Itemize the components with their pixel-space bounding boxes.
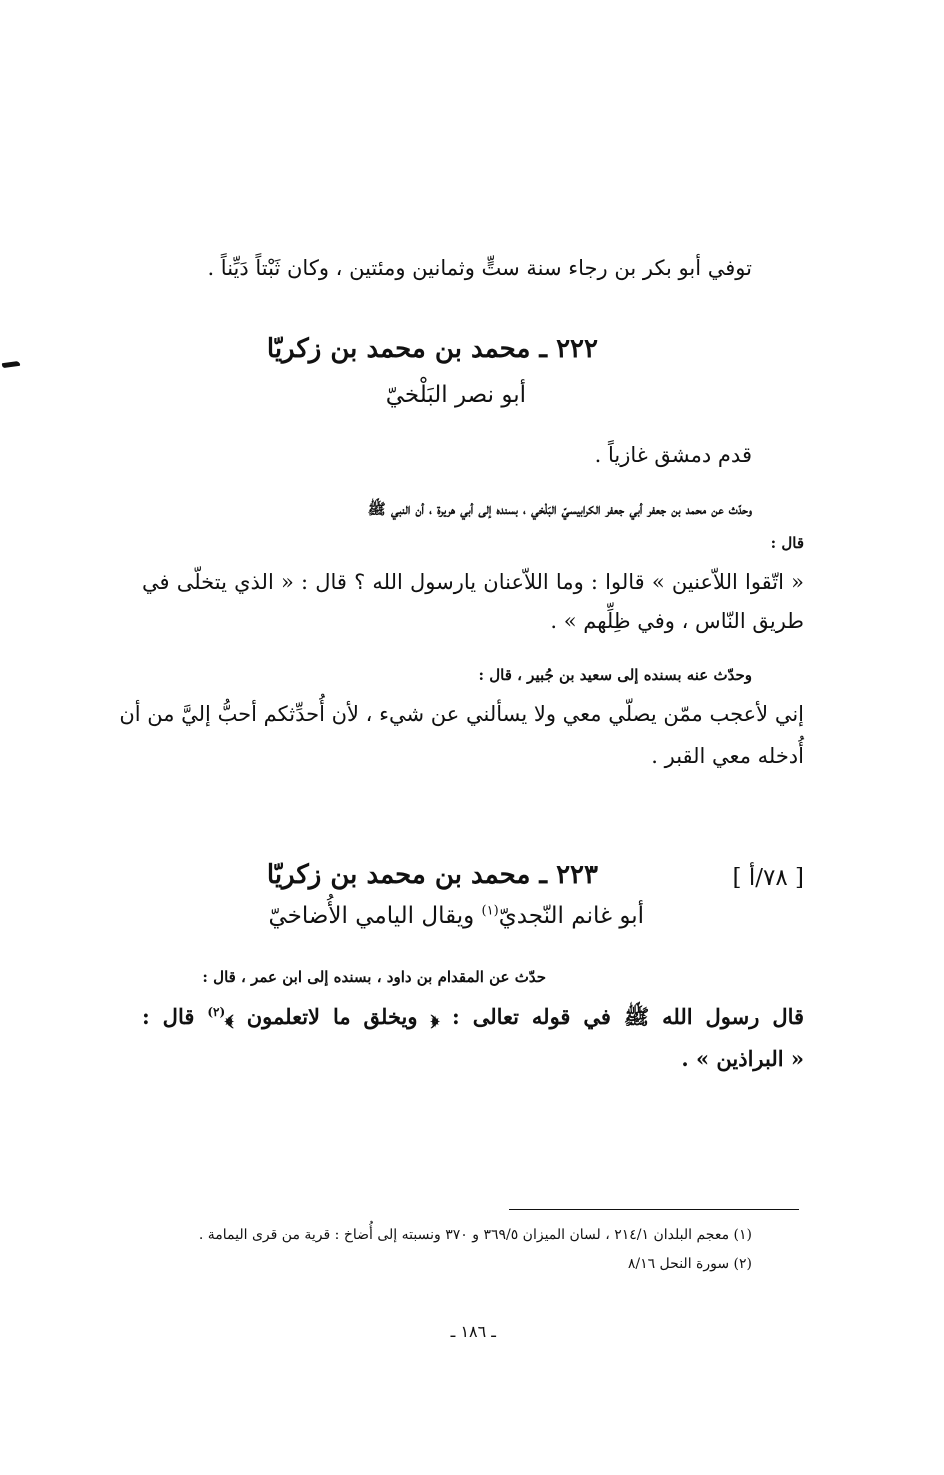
entry-223-kunya: أبو غانم النّجديّ <box>498 903 644 929</box>
scan-ink-mark <box>2 361 21 368</box>
entry-223-isnad: حدّث عن المقدام بن داود ، بسنده إلى ابن عمر ، قال : <box>202 968 546 986</box>
entry-222-isnad-2: وحدّث عنه بسنده إلى سعيد بن جُبير ، قال : <box>478 666 752 684</box>
footnote-marker-1: (١) <box>481 903 499 919</box>
footnote-marker-2: (٢) <box>207 1005 226 1019</box>
entry-222-kunya: أبو نصر البَلْخيّ <box>385 382 526 408</box>
page-number: ـ ١٨٦ ـ <box>450 1322 496 1341</box>
entry-223-kunya-line <box>268 903 644 929</box>
entry-222-saying-line-1: إني لأعجب ممّن يصلّي معي ولا يسألني عن شيء ، لأن أُحدِّثكم أحبُّ إليَّ من أن <box>119 702 804 726</box>
entry-223-hadith-line-1 <box>142 1004 804 1035</box>
folio-reference: [ ٧٨/أ ] <box>732 865 804 891</box>
footnote-separator <box>509 1209 799 1210</box>
entry-222-isnad-1: وحدّث عن محمد بن جعفر أبي جعفر الكرابيسيّ البَلْخي ، بسنده إلى أبي هريرة ، أن النبي ﷺ <box>367 500 752 518</box>
entry-222-heading: ٢٢٢ ـ محمد بن محمد بن زكريّا <box>266 334 598 364</box>
entry-223-hadith-line-2: « البراذين » . <box>681 1046 804 1071</box>
death-note: توفي أبو بكر بن رجاء سنة ستٍّ وثمانين ومئتين ، وكان ثَبْتاً دَيِّناً . <box>207 256 752 280</box>
entry-222-hadith-line-2: طريق النّاس ، وفي ظِلِّهم » . <box>550 609 804 633</box>
entry-223-hadith-text: قال رسول الله ﷺ في قوله تعالى : ﴿ ويخلق ما لاتعلمون ﴾ <box>225 1004 805 1029</box>
footnote-1: (١) معجم البلدان ٢١٤/١ ، لسان الميزان ٣٦٩/٥ و ٣٧٠ ونسبته إلى أُضاخ : قرية من قرى اليمامة . <box>198 1227 752 1243</box>
entry-223-heading: ٢٢٣ ـ محمد بن محمد بن زكريّا <box>266 860 598 890</box>
entry-223-kunya-alt: ويقال اليامي الأُضاخيّ <box>268 903 475 929</box>
entry-222-saying-line-2: أُدخله معي القبر . <box>651 744 804 768</box>
footnote-2: (٢) سورة النحل ٨/١٦ <box>627 1256 752 1272</box>
entry-223-hadith-qala: قال : <box>142 1004 195 1029</box>
entry-222-hadith-line-1: « اتّقوا اللاّعنين » قالوا : وما اللاّعنان يارسول الله ؟ قال : « الذي يتخلّى في <box>142 570 804 594</box>
entry-222-isnad-1-qala: قال : <box>770 534 804 552</box>
entry-222-visit: قدم دمشق غازياً . <box>594 443 752 467</box>
